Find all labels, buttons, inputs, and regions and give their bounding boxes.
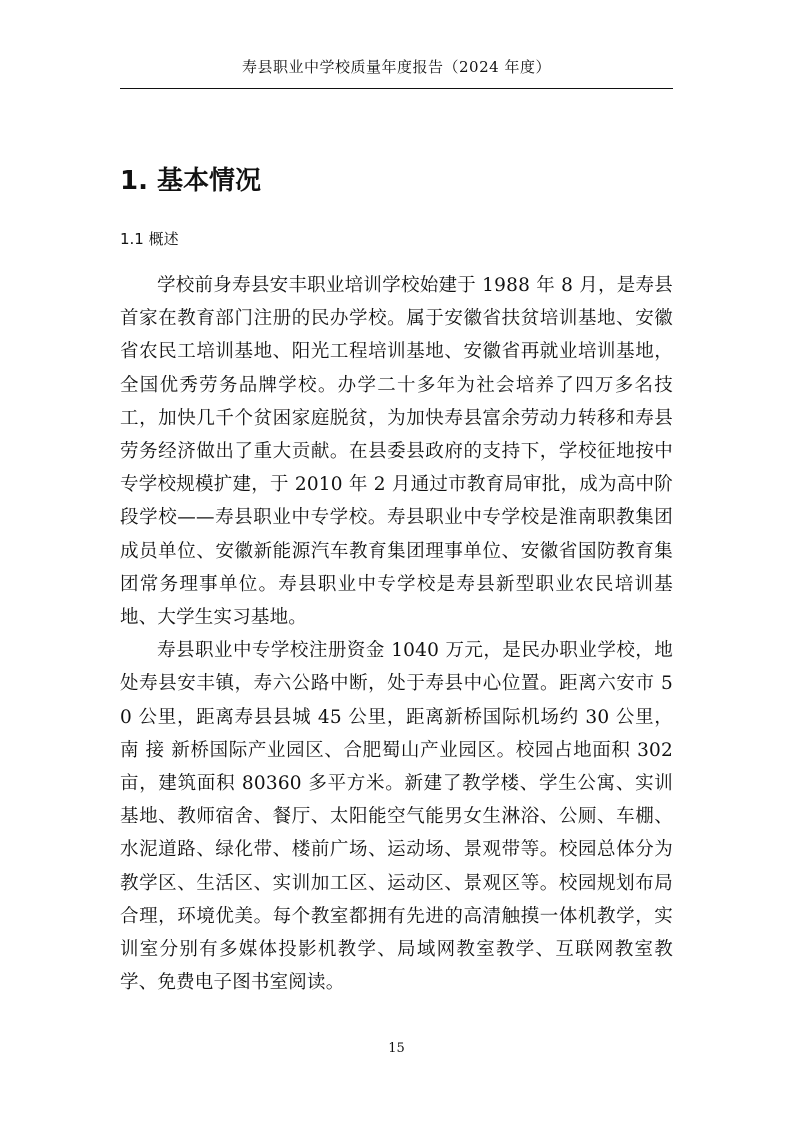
section-heading: 1. 基本情况 — [120, 166, 262, 196]
page-number: 15 — [388, 1041, 405, 1056]
paragraph-school-facilities: 寿县职业中专学校注册资金 1040 万元，是民办职业学校，地处寿县安丰镇，寿六公路中断，处于寿县中心位置。距离六安市 50 公里，距离寿县县城 45 公里，距离新桥国际机场约 30 公里，南 接 新桥国际产业园区、合肥蜀山产业园区。校园占地面积 302 亩，建筑面积 80360 多平方米。新建了教学楼、学生公寓、实训基地、教师宿舍、餐厅、太阳能空气能男女生淋浴、公厕、车棚、水泥道路、绿化带、楼前广场、运动场、景观带等。校园总体分为教学区、生活区、实训加工区、运动区、景观区等。校园规划布局合理，环境优美。每个教室都拥有先进的高清触摸一体机教学，实训室分别有多媒体投影机教学、局域网教室教学、互联网教室教学、免费电子图书室阅读。 — [120, 640, 673, 994]
running-header: 寿县职业中学校质量年度报告（2024 年度） — [242, 58, 551, 76]
paragraph-school-history: 学校前身寿县安丰职业培训学校始建于 1988 年 8 月，是寿县首家在教育部门注册的民办学校。属于安徽省扶贫培训基地、安徽省农民工培训基地、阳光工程培训基地、安徽省再就业培训基地，全国优秀劳务品牌学校。办学二十多年为社会培养了四万多名技工，加快几千个贫困家庭脱贫，为加快寿县富余劳动力转移和寿县劳务经济做出了重大贡献。在县委县政府的支持下，学校征地按中专学校规模扩建，于 2010 年 2 月通过市教育局审批，成为高中阶段学校——寿县职业中专学校。寿县职业中专学校是淮南职教集团成员单位、安徽新能源汽车教育集团理事单位、安徽省国防教育集团常务理事单位。寿县职业中专学校是寿县新型职业农民培训基地、大学生实习基地。 — [120, 275, 673, 629]
body-text — [120, 269, 673, 999]
subsection-heading: 1.1 概述 — [120, 230, 179, 248]
header-divider — [120, 88, 673, 89]
